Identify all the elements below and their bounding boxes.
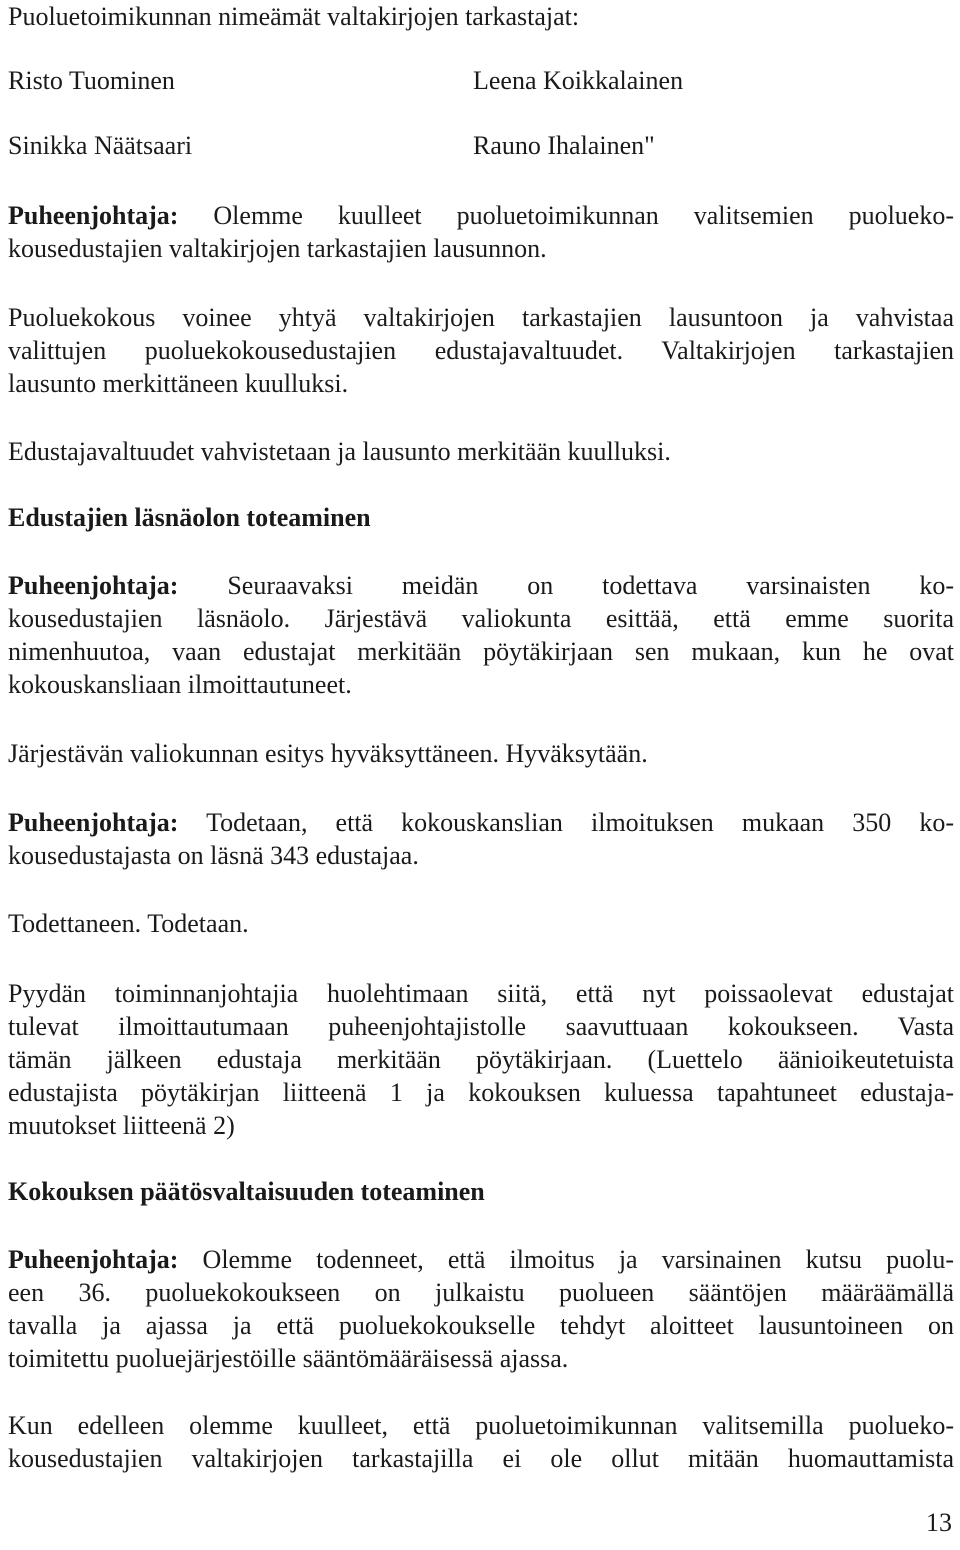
page-number: 13 <box>926 1508 952 1537</box>
paragraph-chair-4 <box>8 1243 954 1375</box>
inspector-name: Rauno Ihalainen" <box>473 131 655 160</box>
speaker-label: Puheenjohtaja: <box>8 1245 179 1274</box>
section-heading: Edustajien läsnäolon toteaminen <box>8 503 371 532</box>
text-line: tavalla ja ajassa ja että puoluekokoukselle tehdyt aloitteet lausuntoineen on <box>8 1311 954 1340</box>
text-line: Puheenjohtaja: Olemme todenneet, että ilmoitus ja varsinainen kutsu puolu- <box>8 1245 954 1274</box>
paragraph-5: Järjestävän valiokunnan esitys hyväksyttäneen. Hyväksytään. <box>8 739 648 768</box>
text-line: Kun edelleen olemme kuulleet, että puoluetoimikunnan valitsemilla puolueko- <box>8 1411 954 1440</box>
text-line: Pyydän toiminnanjohtajia huolehtimaan siitä, että nyt poissaolevat edustajat <box>8 979 954 1008</box>
paragraph-chair-3 <box>8 806 954 872</box>
paragraph-chair-2 <box>8 569 954 701</box>
text-line: nimenhuutoa, vaan edustajat merkitään pöytäkirjaan sen mukaan, kun he ovat <box>8 637 954 666</box>
inspector-name: Leena Koikkalainen <box>473 66 684 95</box>
paragraph-8 <box>8 977 954 1142</box>
text-line: Puheenjohtaja: Olemme kuulleet puoluetoimikunnan valitsemien puolueko- <box>8 201 954 230</box>
text-line: Puoluekokous voinee yhtyä valtakirjojen tarkastajien lausuntoon ja vahvistaa <box>8 303 954 332</box>
inspector-name: Sinikka Näätsaari <box>8 131 193 160</box>
text-line: Puheenjohtaja: Seuraavaksi meidän on todettava varsinaisten ko- <box>8 571 954 600</box>
section-heading: Kokouksen päätösvaltaisuuden toteaminen <box>8 1177 485 1206</box>
paragraph-3: Edustajavaltuudet vahvistetaan ja lausunto merkitään kuulluksi. <box>8 437 671 466</box>
speaker-label: Puheenjohtaja: <box>8 808 179 837</box>
speaker-label: Puheenjohtaja: <box>8 201 179 230</box>
text-line: valittujen puoluekokousedustajien edustajavaltuudet. Valtakirjojen tarkastajien <box>8 336 954 365</box>
paragraph-chair-1 <box>8 199 954 265</box>
text-line: Puheenjohtaja: Todetaan, että kokouskanslian ilmoituksen mukaan 350 ko- <box>8 808 954 837</box>
text-line: kousedustajien läsnäolo. Järjestävä valiokunta esittää, että emme suorita <box>8 604 954 633</box>
paragraph-2 <box>8 301 954 400</box>
paragraph-10 <box>8 1409 954 1475</box>
text-line: een 36. puoluekokoukseen on julkaistu puolueen sääntöjen määräämällä <box>8 1278 954 1307</box>
text-line: tämän jälkeen edustaja merkitään pöytäkirjaan. (Luettelo äänioikeutetuista <box>8 1045 954 1074</box>
text-line: toimitettu puoluejärjestöille sääntömääräisessä ajassa. <box>8 1344 569 1373</box>
inspector-row <box>8 129 954 162</box>
inspector-row <box>8 64 954 97</box>
text-line: kousedustajasta on läsnä 343 edustajaa. <box>8 841 419 870</box>
text-line: kousedustajien valtakirjojen tarkastajien lausunnon. <box>8 234 547 263</box>
text-line: kokouskansliaan ilmoittautuneet. <box>8 670 352 699</box>
text-line: kousedustajien valtakirjojen tarkastajilla ei ole ollut mitään huomauttamista <box>8 1444 954 1473</box>
speaker-label: Puheenjohtaja: <box>8 571 179 600</box>
paragraph-7: Todettaneen. Todetaan. <box>8 909 249 938</box>
text-line: edustajista pöytäkirjan liitteenä 1 ja kokouksen kuluessa tapahtuneet edustaja- <box>8 1078 954 1107</box>
inspectors-intro: Puoluetoimikunnan nimeämät valtakirjojen tarkastajat: <box>8 2 580 31</box>
text-line: tulevat ilmoittautumaan puheenjohtajistolle saavuttuaan kokoukseen. Vasta <box>8 1012 954 1041</box>
text-line: lausunto merkittäneen kuulluksi. <box>8 369 349 398</box>
inspector-name: Risto Tuominen <box>8 66 175 95</box>
text-line: muutokset liitteenä 2) <box>8 1111 235 1140</box>
